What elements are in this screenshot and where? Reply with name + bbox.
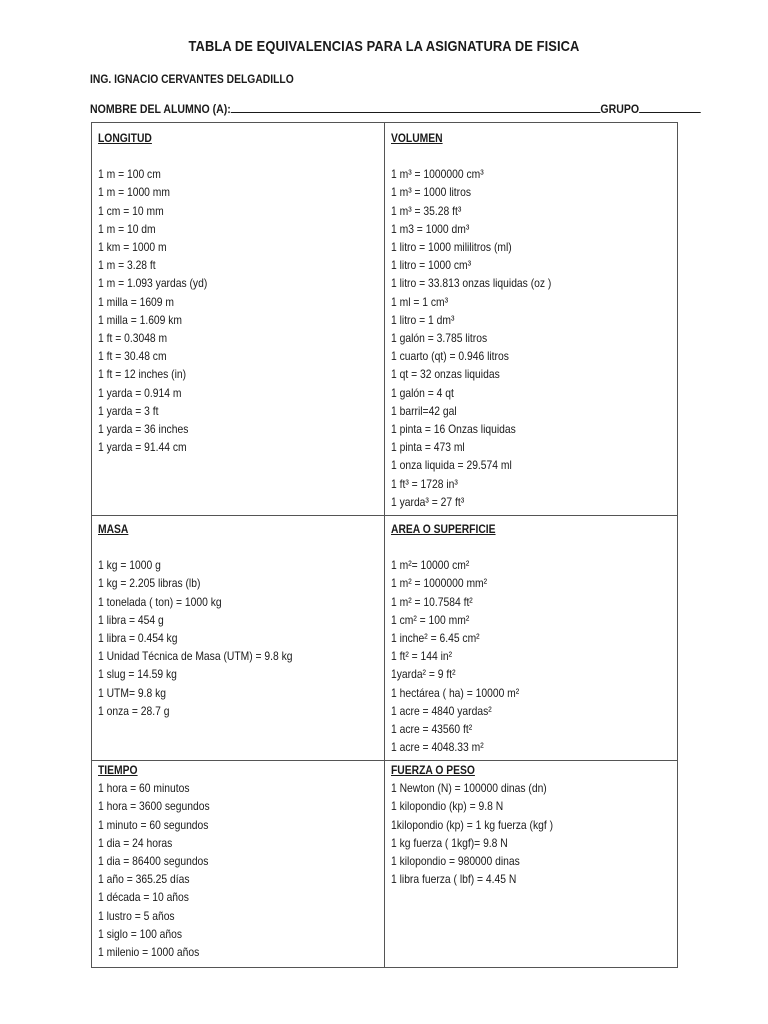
list-item: 1 minuto = 60 segundos [98,817,209,832]
list-item: 1 m³ = 1000 litros [391,185,472,200]
list-item: 1 UTM= 9.8 kg [98,685,166,700]
section-tiempo [92,761,385,967]
list-item: 1 kilopondio = 980000 dinas [391,854,520,869]
list-item: 1 Unidad Técnica de Masa (UTM) = 9.8 kg [98,649,293,664]
list-item: 1 cm² = 100 mm² [391,612,470,627]
list-item: 1 onza liquida = 29.574 ml [391,458,512,473]
list-item: 1 milla = 1.609 km [98,312,183,327]
list-item: 1 acre = 4840 yardas² [391,703,492,718]
list-item: 1 hora = 60 minutos [98,781,190,796]
list-item: 1kilopondio (kp) = 1 kg fuerza (kgf ) [391,817,554,832]
list-item: 1 libra = 454 g [98,612,164,627]
section-longitud [92,123,385,515]
list-item: 1 ft = 12 inches (in) [98,367,187,382]
equivalence-table [91,122,678,968]
list-item: 1 Newton (N) = 100000 dinas (dn) [391,781,547,796]
list-item: 1 yarda = 36 inches [98,422,189,437]
list-item: 1 acre = 43560 ft² [391,722,473,737]
list-item: 1 tonelada ( ton) = 1000 kg [98,594,222,609]
list-item: 1 yarda = 91.44 cm [98,440,187,455]
list-item: 1 siglo = 100 años [98,926,183,941]
table-row [92,761,677,967]
list-fuerza [391,779,671,888]
list-item: 1 lustro = 5 años [98,908,175,923]
list-item: 1 dia = 24 horas [98,835,173,850]
section-title: LONGITUD [98,131,152,145]
section-title: MASA [98,522,129,536]
group-label: GRUPO [600,102,640,116]
list-item: 1 m3 = 1000 dm³ [391,221,470,236]
list-item: 1 ft = 0.3048 m [98,331,168,346]
list-item: 1 dia = 86400 segundos [98,854,209,869]
table-row [92,123,677,516]
list-item: 1 ft³ = 1728 in³ [391,476,458,491]
list-item: 1 inche² = 6.45 cm² [391,631,480,646]
list-item: 1 pinta = 473 ml [391,440,465,455]
list-item: 1 slug = 14.59 kg [98,667,177,682]
list-item: 1 kg fuerza ( 1kgf)= 9.8 N [391,835,508,850]
list-item: 1 año = 365.25 días [98,872,190,887]
list-item: 1 litro = 1 dm³ [391,312,455,327]
section-fuerza [385,761,677,967]
section-area [385,516,677,760]
list-item: 1 libra fuerza ( lbf) = 4.45 N [391,872,517,887]
list-item: 1 década = 10 años [98,890,189,905]
list-item: 1 m³ = 1000000 cm³ [391,167,484,182]
list-item: 1 milla = 1609 m [98,294,175,309]
list-item: 1 kg = 1000 g [98,558,161,573]
list-item: 1 m = 1000 mm [98,185,170,200]
list-item: 1 m²= 10000 cm² [391,558,470,573]
list-item: 1 m³ = 35.28 ft³ [391,203,462,218]
list-item: 1 m = 100 cm [98,167,161,182]
list-item: 1 barril=42 gal [391,403,457,418]
table-row [92,516,677,761]
list-item: 1 hora = 3600 segundos [98,799,210,814]
list-item: 1 ml = 1 cm³ [391,294,449,309]
list-item: 1 yarda³ = 27 ft³ [391,494,465,509]
list-item: 1 cm = 10 mm [98,203,164,218]
section-volumen [385,123,677,515]
list-item: 1 m² = 1000000 mm² [391,576,488,591]
list-tiempo [98,779,378,961]
list-item: 1 acre = 4048.33 m² [391,740,484,755]
list-item: 1 hectárea ( ha) = 10000 m² [391,685,520,700]
teacher-name: ING. IGNACIO CERVANTES DELGADILLO [90,72,294,86]
list-item: 1yarda² = 9 ft² [391,667,456,682]
list-item: 1 ft² = 144 in² [391,649,453,664]
section-title: FUERZA O PESO [391,763,475,777]
group-blank[interactable] [639,101,701,113]
list-item: 1 m = 1.093 yardas (yd) [98,276,208,291]
list-item: 1 galón = 3.785 litros [391,331,488,346]
page-title: TABLA DE EQUIVALENCIAS PARA LA ASIGNATURA DE FISICA [188,38,580,55]
section-title: AREA O SUPERFICIE [391,522,496,536]
list-item: 1 m = 3.28 ft [98,258,156,273]
list-volumen [391,165,671,511]
list-item: 1 milenio = 1000 años [98,945,200,960]
list-item: 1 m² = 10.7584 ft² [391,594,473,609]
list-item: 1 yarda = 3 ft [98,403,159,418]
list-item: 1 litro = 1000 cm³ [391,258,472,273]
list-item: 1 cuarto (qt) = 0.946 litros [391,349,509,364]
list-area [391,556,671,756]
list-item: 1 km = 1000 m [98,240,167,255]
list-longitud [98,165,378,456]
list-item: 1 kg = 2.205 libras (lb) [98,576,201,591]
list-item: 1 qt = 32 onzas liquidas [391,367,500,382]
list-masa [98,556,378,720]
section-title: TIEMPO [98,763,138,777]
section-title: VOLUMEN [391,131,443,145]
student-line [90,101,678,116]
list-item: 1 onza = 28.7 g [98,703,170,718]
list-item: 1 pinta = 16 Onzas liquidas [391,422,516,437]
student-name-blank[interactable] [231,101,601,113]
list-item: 1 libra = 0.454 kg [98,631,178,646]
list-item: 1 kilopondio (kp) = 9.8 N [391,799,504,814]
list-item: 1 ft = 30.48 cm [98,349,167,364]
list-item: 1 m = 10 dm [98,221,156,236]
list-item: 1 galón = 4 qt [391,385,454,400]
list-item: 1 litro = 33.813 onzas liquidas (oz ) [391,276,552,291]
student-name-label: NOMBRE DEL ALUMNO (A): [90,102,231,116]
list-item: 1 yarda = 0.914 m [98,385,182,400]
list-item: 1 litro = 1000 mililitros (ml) [391,240,512,255]
section-masa [92,516,385,760]
